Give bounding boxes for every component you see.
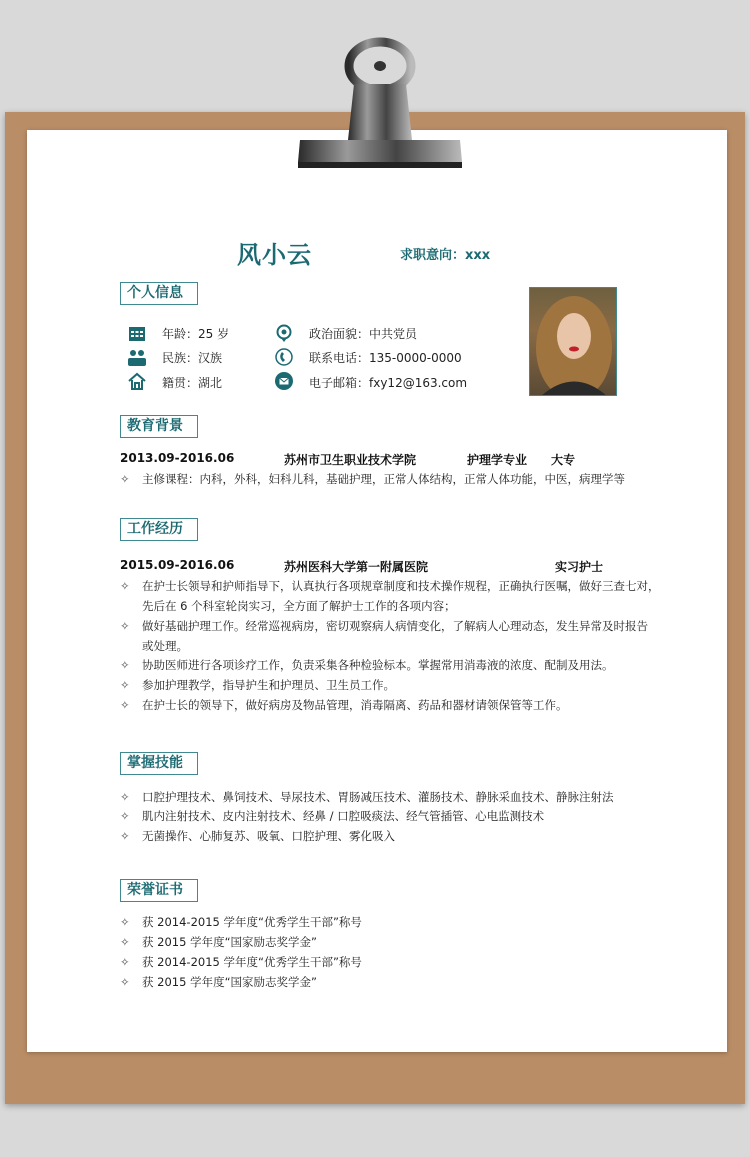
candidate-name: 风小云 [237,241,312,269]
bullet-icon: ✧ [120,678,130,692]
bullet-icon: ✧ [120,915,130,929]
edu-period: 2013.09-2016.06 [120,451,235,465]
section-education: 教育背景 [120,415,198,438]
bullet-icon: ✧ [120,955,130,969]
work-role: 实习护士 [555,560,604,574]
political-status: 政治面貌：中共党员 [309,327,418,341]
edu-major: 护理学专业 [467,453,528,467]
honor-text: 获 2015 学年度“国家励志奖学金” [142,975,317,989]
work-text: 协助医师进行各项诊疗工作，负责采集各种检验标本。掌握常用消毒液的浓度、配制及用法。 [142,658,614,672]
job-intent: 求职意向：xxx [400,248,491,263]
bullet-icon: ✧ [120,579,130,593]
honor-text: 获 2015 学年度“国家励志奖学金” [142,935,317,949]
section-personal-info: 个人信息 [120,282,198,305]
bullet-icon: ✧ [120,935,130,949]
skill-text: 无菌操作、心肺复苏、吸氧、口腔护理、雾化吸入 [142,829,395,843]
work-text: 做好基础护理工作。经常巡视病房，密切观察病人病情变化，了解病人心理动态，发生异常及时报告 [142,619,648,633]
phone-icon [275,348,293,366]
honor-text: 获 2014-2015 学年度“优秀学生干部”称号 [142,915,362,929]
bullet-icon: ✧ [120,472,130,486]
origin: 籍贯：湖北 [162,376,223,390]
section-honors: 荣誉证书 [120,879,198,902]
location-icon [275,324,293,342]
work-org: 苏州医科大学第一附属医院 [284,560,429,574]
skill-item [120,808,544,824]
skill-text: 口腔护理技术、鼻饲技术、导尿技术、胃肠减压技术、灌肠技术、静脉采血技术、静脉注射法 [142,790,614,804]
work-text: 参加护理教学，指导护生和护理员、卫生员工作。 [142,678,395,692]
home-icon [128,372,146,390]
edu-degree: 大专 [551,453,576,467]
work-item [120,697,568,713]
work-item [120,578,660,594]
bullet-icon: ✧ [120,658,130,672]
bullet-icon: ✧ [120,975,130,989]
work-item-cont: 先后在 6 个科室轮岗实习，全方面了解护士工作的各项内容； [142,599,456,613]
skill-item [120,789,614,805]
bullet-icon: ✧ [120,619,130,633]
people-icon [128,348,146,366]
work-item-cont: 或处理。 [142,639,188,653]
phone: 联系电话：135-0000-0000 [309,351,462,365]
bullet-icon: ✧ [120,790,130,804]
honor-text: 获 2014-2015 学年度“优秀学生干部”称号 [142,955,362,969]
work-item [120,677,395,693]
ethnicity: 民族：汉族 [162,351,223,365]
skill-item [120,828,395,844]
age: 年龄：25 岁 [162,327,230,341]
honor-item [120,974,317,990]
courses-text: 主修课程：内科，外科，妇科儿科，基础护理，正常人体结构，正常人体功能，中医，病理学等 [142,472,625,486]
edu-courses [120,471,625,487]
email-icon [275,372,293,390]
work-item [120,618,648,634]
work-text: 在护士长领导和护师指导下，认真执行各项规章制度和技术操作规程，正确执行医嘱，做好三查七对， [142,579,660,593]
bullet-icon: ✧ [120,809,130,823]
skill-text: 肌内注射技术、皮内注射技术、经鼻 / 口腔吸痰法、经气管插管、心电监测技术 [142,809,545,823]
email: 电子邮箱：fxy12@163.com [309,376,468,390]
honor-item [120,954,362,970]
binder-clip-icon [296,22,464,172]
edu-school: 苏州市卫生职业技术学院 [284,453,417,467]
section-work: 工作经历 [120,518,198,541]
bullet-icon: ✧ [120,829,130,843]
calendar-icon [128,324,146,342]
section-skills: 掌握技能 [120,752,198,775]
work-text: 在护士长的领导下，做好病房及物品管理，消毒隔离、药品和器材请领保管等工作。 [142,698,568,712]
work-period: 2015.09-2016.06 [120,558,235,572]
work-item [120,657,614,673]
honor-item [120,934,317,950]
honor-item [120,914,362,930]
bullet-icon: ✧ [120,698,130,712]
profile-photo [529,287,617,396]
